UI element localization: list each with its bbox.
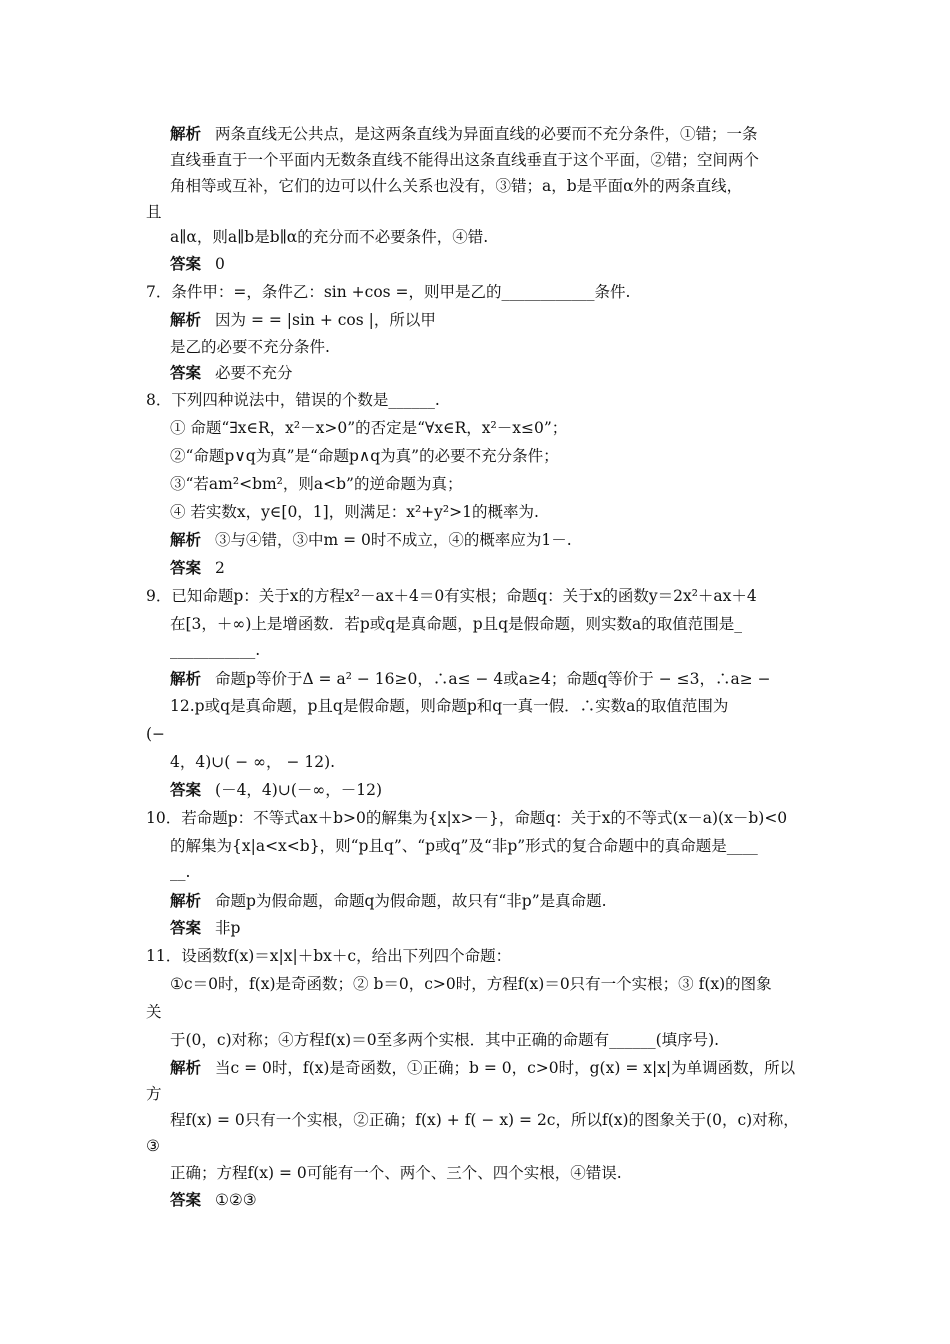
line-text: 2 (215, 559, 225, 577)
line-23: (− (146, 725, 166, 743)
line-20: ___________. (170, 641, 261, 659)
label-answer: 答案 (170, 1190, 202, 1209)
question-7: 7．条件甲：=，条件乙：sin +cos =，则甲是乙的____________条件. (146, 283, 631, 301)
line-19: 在[3，＋∞)上是增函数．若p或q是真命题，p且q是假命题，则实数a的取值范围是_ (170, 615, 743, 633)
label-analysis: 解析 (170, 1058, 202, 1077)
label-answer: 答案 (170, 363, 202, 382)
label-analysis: 解析 (170, 310, 202, 329)
label-analysis: 解析 (170, 891, 202, 910)
line-40 (170, 1190, 257, 1210)
line-37: 程f(x) = 0只有一个实根，②正确；f(x) + f( − x) = 2c，所以f(x)的图象关于(0，c)对称， (170, 1111, 799, 1129)
line-30 (170, 918, 240, 938)
label-answer: 答案 (170, 558, 202, 577)
line-36: 方 (146, 1085, 162, 1103)
line-24: 4，4)∪( − ∞， − 12). (170, 753, 336, 771)
line-29 (170, 891, 607, 911)
line-text: 命题p等价于Δ = a² − 16≥0，∴a≤ − 4或a≥4；命题q等价于 − ≤3，∴a≥ − (215, 670, 771, 688)
line-text: 必要不充分 (215, 364, 293, 382)
line-35 (170, 1058, 795, 1078)
label-analysis: 解析 (170, 669, 202, 688)
line-28: __. (170, 863, 191, 881)
line-32: ①c＝0时，f(x)是奇函数；② b＝0，c>0时，方程f(x)＝0只有一个实根；③ f(x)的图象 (170, 975, 772, 993)
line-text: ③与④错，③中m = 0时不成立，④的概率应为1－. (215, 531, 572, 549)
line-5: a∥α，则a∥b是b∥α的充分而不必要条件，④错. (170, 228, 489, 246)
line-21 (170, 669, 771, 689)
line-text: 两条直线无公共点，是这两条直线为异面直线的必要而不充分条件，①错；一条 (215, 125, 758, 143)
line-text: (－4，4)∪(－∞，－12) (215, 781, 383, 799)
line-text: 因为 = = |sin + cos |，所以甲 (215, 311, 436, 329)
line-38: ③ (146, 1137, 160, 1155)
line-1 (170, 124, 758, 144)
line-text: 非p (215, 919, 241, 937)
line-39: 正确；方程f(x) = 0可能有一个、两个、三个、四个实根，④错误. (170, 1164, 622, 1182)
line-10 (170, 363, 293, 383)
line-15: ④ 若实数x，y∈[0，1]，则满足：x²+y²>1的概率为. (170, 503, 539, 521)
line-12: ① 命题“∃x∈R，x²－x>0”的否定是“∀x∈R，x²－x≤0”； (170, 419, 568, 437)
line-16 (170, 530, 572, 550)
line-22: 12.p或q是真命题，p且q是假命题，则命题p和q一真一假．∴实数a的取值范围为 (170, 697, 729, 715)
label-analysis: 解析 (170, 530, 202, 549)
line-34: 于(0，c)对称；④方程f(x)＝0至多两个实根．其中正确的命题有______(填序号). (170, 1031, 720, 1049)
line-text: 命题p为假命题，命题q为假命题，故只有“非p”是真命题. (215, 892, 607, 910)
line-8 (170, 310, 436, 330)
question-10: 10．若命题p：不等式ax＋b>0的解集为{x|x>－}，命题q：关于x的不等式(x－a)(x－b)<0 (146, 809, 788, 827)
line-9: 是乙的必要不充分条件. (170, 338, 330, 356)
line-33: 关 (146, 1003, 162, 1021)
line-13: ②“命题p∨q为真”是“命题p∧q为真”的必要不充分条件； (170, 447, 559, 465)
label-analysis: 解析 (170, 124, 202, 143)
label-answer: 答案 (170, 254, 202, 273)
line-6 (170, 254, 225, 274)
line-27: 的解集为{x|a<x<b}，则“p且q”、“p或q”及“非p”形式的复合命题中的真命题是____ (170, 837, 758, 855)
question-9: 9．已知命题p：关于x的方程x²－ax＋4＝0有实根；命题q：关于x的函数y＝2x²＋ax＋4 (146, 587, 757, 605)
line-3: 角相等或互补，它们的边可以什么关系也没有，③错；a，b是平面α外的两条直线， (170, 177, 743, 195)
line-14: ③“若am²<bm²，则a<b”的逆命题为真； (170, 475, 463, 493)
line-4: 且 (146, 203, 162, 221)
question-11: 11．设函数f(x)＝x|x|＋bx＋c，给出下列四个命题： (146, 947, 512, 965)
label-answer: 答案 (170, 918, 202, 937)
line-text: 当c = 0时，f(x)是奇函数，①正确；b = 0，c>0时，g(x) = x|x|为单调函数，所以 (215, 1059, 796, 1077)
label-answer: 答案 (170, 780, 202, 799)
line-17 (170, 558, 225, 578)
line-25 (170, 780, 382, 800)
line-text: 0 (215, 255, 225, 273)
line-2: 直线垂直于一个平面内无数条直线不能得出这条直线垂直于这个平面，②错；空间两个 (170, 151, 760, 169)
question-8: 8．下列四种说法中，错误的个数是______. (146, 391, 440, 409)
line-text: ①②③ (215, 1191, 257, 1209)
